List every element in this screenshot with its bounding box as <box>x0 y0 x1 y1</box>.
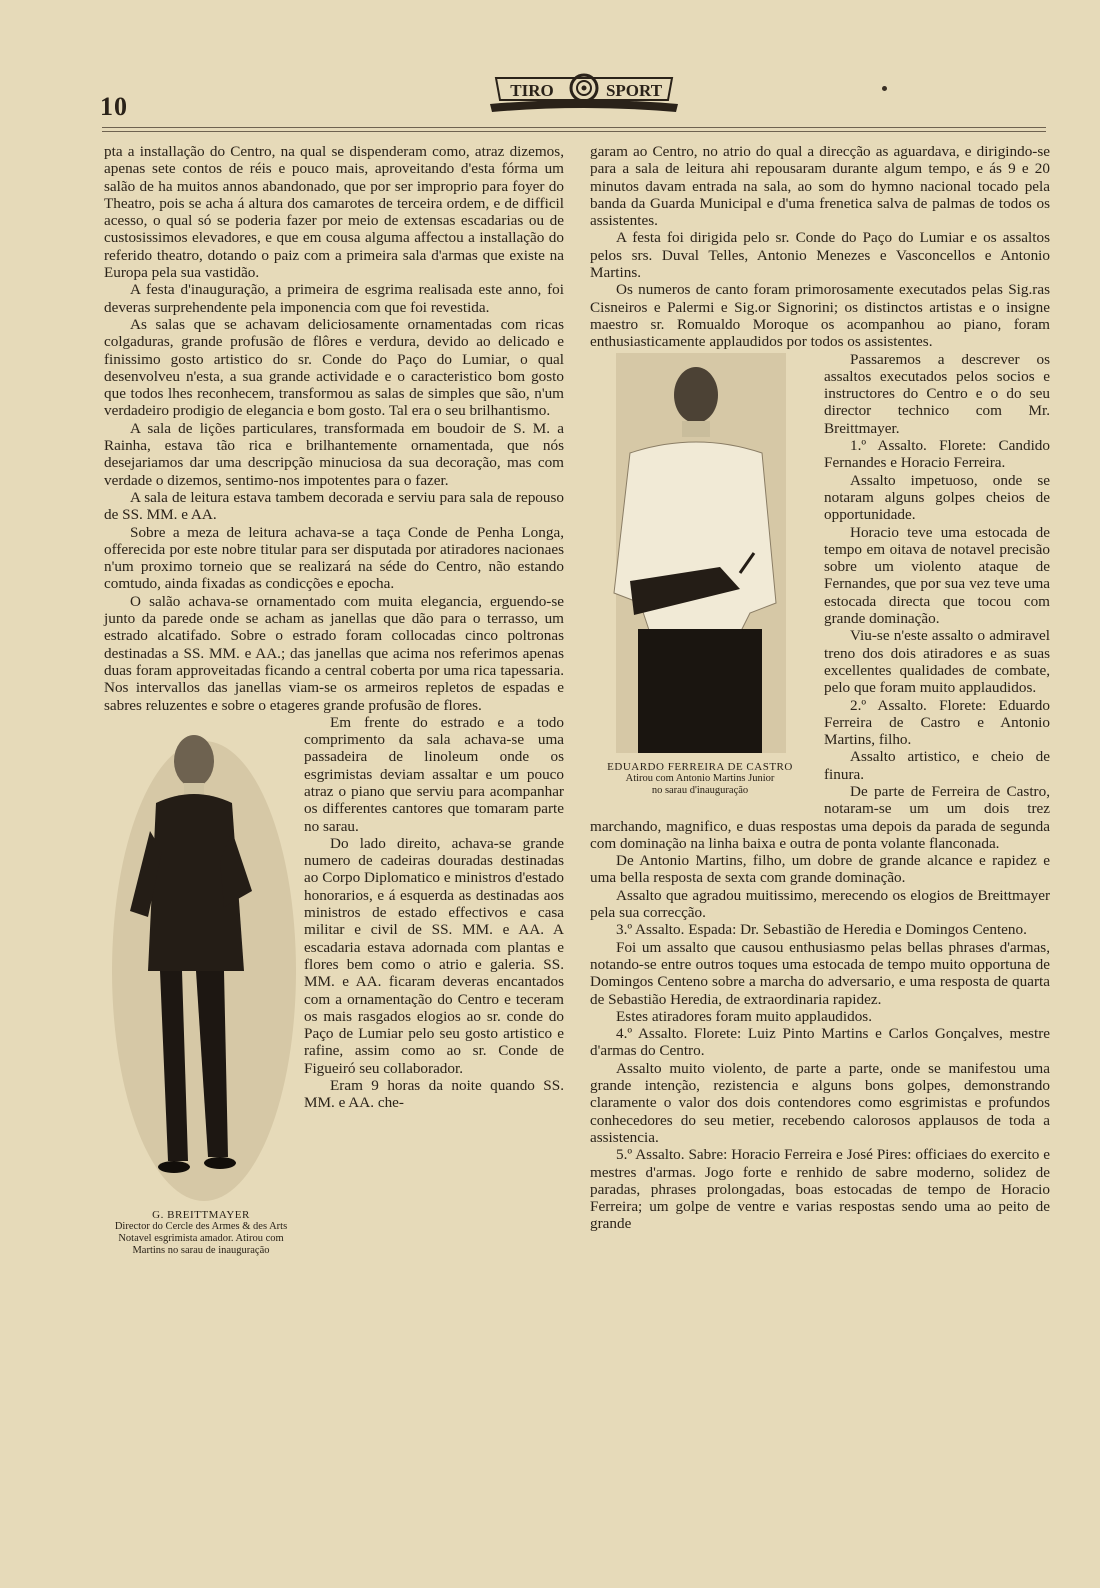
paragraph: Os numeros de canto foram primorosamente executados pelas Sig.ras Cisneiros e Palermi e Sig.or Signorini; os distinctos artistas e o insigne maestro sr. Romualdo Moroque os acompanhou ao piano, foram enthusiasticamente applaudidos por todos os assistentes. <box>590 281 1050 351</box>
breittmayer-figure <box>104 721 298 1267</box>
paragraph: Eram 9 horas da noite quando SS. MM. e AA. che- <box>304 1077 564 1112</box>
paragraph: 1.º Assalto. Florete: Candido Fernandes e Horacio Ferreira. <box>824 437 1050 472</box>
paragraph: 3.º Assalto. Espada: Dr. Sebastião de Heredia e Domingos Centeno. <box>616 921 1027 939</box>
paragraph: Estes atiradores foram muito applaudidos. <box>616 1007 873 1025</box>
breittmayer-photo <box>104 721 298 1201</box>
page-number: 10 <box>100 92 128 121</box>
caption-line: Director do Cercle des Armes & des Arts <box>114 1221 288 1233</box>
masthead-logo <box>486 66 682 118</box>
paragraph: Viu-se n'este assalto o admiravel treno dos dois atiradores e as suas excellentes qualidades de combate, pelo que foram muito applaudidos. <box>824 627 1050 697</box>
paragraph: 2.º Assalto. Florete: Eduardo Ferreira de Castro e Antonio Martins, filho. <box>824 696 1050 749</box>
paragraph: Em frente do estrado e a todo comprimento da sala achava-se uma passadeira de linoleum onde os esgrimistas deviam assaltar e um pouco atraz o piano que serviu para acompanhar os differentes cantores que tomaram parte no sarau. <box>304 713 564 835</box>
paragraph: A festa foi dirigida pelo sr. Conde do Paço do Lumiar e os assaltos pelos srs. Duval Telles, Antonio Menezes e Vasconcellos e Antonio Martins. <box>590 229 1050 282</box>
paragraph: O salão achava-se ornamentado com muita elegancia, erguendo-se junto da parede onde se acham as janellas que dão para o terrasso, um estrado alcatifado. Sobre o estrado foram collocadas cinco poltronas destinadas a SS. MM. e AA.; das janellas que acima nos referimos apenas duas foram approveitadas ficando a central coberta por uma rica tapessaria. Nos intervallos das janellas viam-se os armeiros repletos de espadas e sabres reluzentes e sobre o etageres grande profusão de flores. <box>104 592 564 714</box>
caption-line: no sarau d'inauguração <box>651 785 749 797</box>
caption-line: Notavel esgrimista amador. Atirou com Martins no sarau de inauguração <box>118 1233 284 1257</box>
header-rule <box>102 127 1046 128</box>
caption-line: Atirou com Antonio Martins Junior <box>625 773 775 785</box>
castro-caption <box>590 761 810 797</box>
caption-name: EDUARDO FERREIRA DE CASTRO <box>607 761 793 774</box>
paragraph: De Antonio Martins, filho, um dobre de grande alcance e rapidez e uma bella resposta de sexta com grande dominação. <box>590 852 1050 887</box>
paragraph: Assalto impetuoso, onde se notaram alguns golpes cheios de opportunidade. <box>824 471 1050 524</box>
paragraph: garam ao Centro, no atrio do qual a direcção as aguardava, e dirigindo-se para a sala de leitura ahi repousaram durante algum tempo, e ás 9 e 20 minutos davam entrada na sala, ao som do hymno nacional tocado pela banda da Guarda Municipal e d'uma frenetica salva de palmas de todos os assistentes. <box>590 143 1050 230</box>
svg-text:TIRO: TIRO <box>510 81 554 100</box>
paragraph: pta a installação do Centro, na qual se dispenderam como, atraz dizemos, apenas sete contos de réis e pouco mais, aproveitando d'esta fórma um salão de ha muitos annos abandonado, que por ser improprio para foyer do Theatro, pois se acha á altura dos camarotes de terceira ordem, e de difficil acesso, o qual só se poderia fazer por meio de extensas escadarias ou de custosissimos elevadores, e que em cousa alguma affectou a installação do referido theatro, dotando o paiz com a primeira sala d'armas que existe na Europa pela sua vastidão. <box>104 143 564 282</box>
breittmayer-caption <box>104 1209 298 1257</box>
paragraph: A sala de lições particulares, transformada em boudoir de S. M. a Rainha, estava tão rica e brilhantemente ornamentada, que nós desejariamos dar uma descripção minuciosa da sua decoração, mas com verdade o dizemos, sentimo-nos impotentes para o fazer. <box>104 419 564 489</box>
paragraph: De parte de Ferreira de Castro, notaram-se um um dois trez marchando, magnifico, e duas respostas uma depois da parada de segunda com dominação na linha baixa e outra de ponta volante flanconada. <box>590 782 1050 852</box>
paragraph: 4.º Assalto. Florete: Luiz Pinto Martins e Carlos Gonçalves, mestre d'armas do Centro. <box>590 1025 1050 1060</box>
left-column <box>104 143 564 1443</box>
castro-photo <box>590 353 810 753</box>
paragraph: Assalto artistico, e cheio de finura. <box>824 748 1050 783</box>
paragraph: Horacio teve uma estocada de tempo em oitava de notavel precisão sobre um violento ataque de Fernandes, que por sua vez teve uma estocada directa que tocou com grande dominação. <box>824 523 1050 628</box>
caption-name: G. BREITTMAYER <box>152 1209 250 1222</box>
paragraph: 5.º Assalto. Sabre: Horacio Ferreira e José Pires: officiaes do exercito e mestres d'armas. Jogo forte e renhido de sabre moderno, solidez de paradas, phrases prolongadas, boas estocadas de tempo de Horacio Ferreira; um golpe de ventre e varias respostas sendo uma ao peito de grande <box>590 1146 1050 1233</box>
castro-figure <box>590 353 810 813</box>
ornament-dot <box>882 86 887 91</box>
paragraph: Passaremos a descrever os assaltos executados pelos socios e instructores do Centro e o do seu director technico com Mr. Breittmayer. <box>824 350 1050 437</box>
paragraph: As salas que se achavam deliciosamente ornamentadas com ricas colgaduras, grande profusão de flôres e verdura, devido ao delicado e finissimo gosto artistico do sr. Conde do Paço do Lumiar, o qual desenvolveu n'esta, a sua grande actividade e o caracteristico bom gosto que todos lhes reconhecem, transformou as salas de simples que são, n'um verdadeiro prodigio de elegancia e bom gosto. Tal era o seu brilhantismo. <box>104 315 564 420</box>
svg-text:SPORT: SPORT <box>605 81 663 100</box>
paragraph: Sobre a meza de leitura achava-se a taça Conde de Penha Longa, offerecida por este nobre titular para ser disputada por atiradores nacionaes n'um proximo torneio que se realizará na séde do Centro, não estando comtudo, ainda fixadas as condicções e epocha. <box>104 523 564 593</box>
paragraph: A sala de leitura estava tambem decorada e serviu para sala de repouso de SS. MM. e AA. <box>104 488 564 524</box>
paragraph: Assalto muito violento, de parte a parte, onde se manifestou uma grande intenção, rezistencia e alguns bons golpes, demonstrando claramente o valor dos dois contendores como esgrimistas e profundos conhecedores do seu metier, recebendo calorosos applausos de toda a assistencia. <box>590 1059 1050 1146</box>
right-column <box>590 143 1050 1443</box>
paragraph: Assalto que agradou muitissimo, merecendo os elogios de Breittmayer pela sua correcção. <box>590 886 1050 922</box>
paragraph: Foi um assalto que causou enthusiasmo pelas bellas phrases d'armas, notando-se entre outros toques uma estocada de tempo muito opportuna de Domingos Centeno sobre a marcha do adversario, e uma resposta de quarta de Sebastião Heredia, de extraordinaria rapidez. <box>590 938 1050 1008</box>
header-rule-thin <box>102 131 1046 132</box>
paragraph: A festa d'inauguração, a primeira de esgrima realisada este anno, foi deveras surprehendente pela imponencia com que foi revestida. <box>104 281 564 316</box>
paragraph: Do lado direito, achava-se grande numero de cadeiras douradas destinadas ao Corpo Diplomatico e ministros d'estado honorarios, e á esquerda as destinadas aos ministros de estado effectivos e casa militar e civil de SS. MM. e AA. A escadaria estava adornada com plantas e flores bem como o atrio e galeria. SS. MM. e AA. ficaram deveras encantados com a ornamentação do Centro e teceram os mais rasgados elogios ao sr. conde do Paço de Lumiar pelo seu gosto artistico e rafine, assim como ao sr. Conde de Figueiró seu collaborador. <box>304 834 564 1077</box>
